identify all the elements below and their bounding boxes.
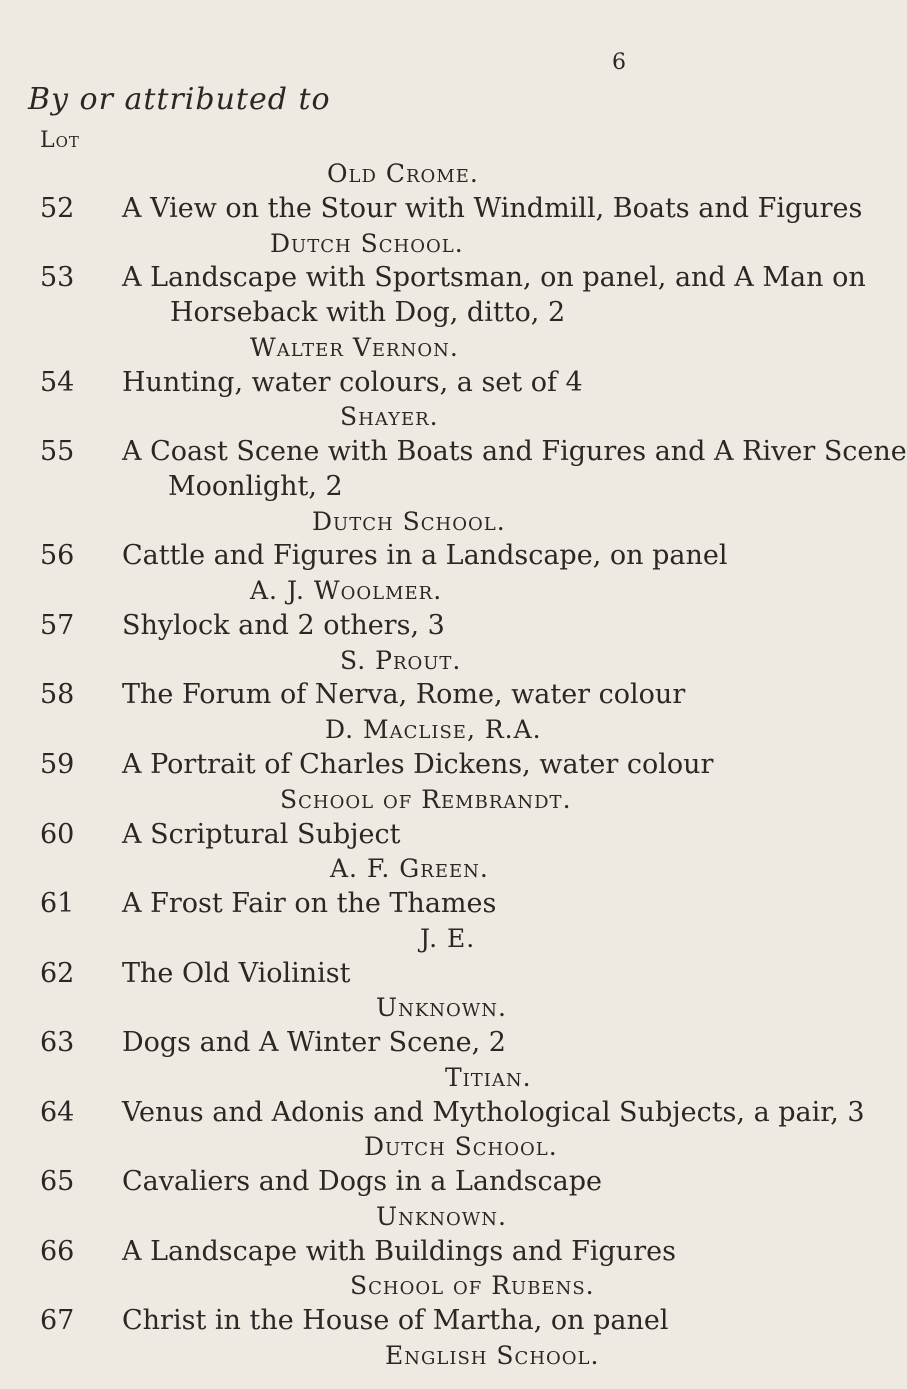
lot-title: Hunting, water colours, a set of 4	[122, 366, 583, 398]
artist-attribution: School of Rembrandt.	[280, 784, 572, 814]
lot-title: The Forum of Nerva, Rome, water colour	[122, 679, 686, 711]
lot-title: A View on the Stour with Windmill, Boats and Figures	[122, 192, 863, 224]
lot-title: Cattle and Figures in a Landscape, on panel	[122, 540, 728, 572]
artist-attribution: Dutch School.	[270, 228, 464, 258]
lot-number: 64	[40, 1096, 75, 1128]
artist-attribution: Walter Vernon.	[250, 332, 459, 362]
lot-title: A Landscape with Sportsman, on panel, and A Man on	[122, 262, 866, 294]
lot-title: Shylock and 2 others, 3	[122, 609, 445, 641]
lot-number: 67	[40, 1305, 75, 1337]
lot-number: 53	[40, 262, 75, 294]
lot-title: The Old Violinist	[122, 957, 351, 989]
lot-number: 52	[40, 192, 75, 224]
lot-title: A Scriptural Subject	[122, 818, 401, 850]
page-number: 6	[612, 50, 626, 75]
lot-title: Cavaliers and Dogs in a Landscape	[122, 1166, 603, 1198]
lot-number: 59	[40, 749, 75, 780]
lot-number: 55	[40, 436, 75, 468]
artist-attribution: D. Maclise, R.A.	[325, 715, 542, 745]
lot-title: A Frost Fair on the Thames	[122, 888, 497, 920]
lot-title: Horseback with Dog, ditto, 2	[170, 297, 566, 329]
artist-attribution: Shayer.	[340, 402, 439, 432]
lot-number: 66	[40, 1235, 75, 1267]
artist-attribution: J. E.	[420, 923, 476, 953]
artist-attribution: Dutch School.	[364, 1132, 558, 1162]
artist-attribution: A. F. Green.	[330, 854, 489, 884]
lot-title: Dogs and A Winter Scene, 2	[122, 1027, 506, 1059]
lot-number: 54	[40, 366, 75, 398]
artist-attribution: Old Crome.	[327, 159, 479, 188]
artist-attribution: A. J. Woolmer.	[250, 576, 443, 606]
section-heading: By or attributed to	[28, 82, 331, 117]
lot-number: 61	[40, 888, 75, 920]
lot-number: 56	[40, 540, 75, 572]
lot-number: 62	[40, 957, 75, 989]
artist-attribution: Unknown.	[376, 993, 507, 1023]
artist-attribution: S. Prout.	[340, 645, 462, 675]
artist-attribution: Unknown.	[376, 1201, 507, 1231]
artist-attribution: Titian.	[445, 1062, 532, 1092]
lot-number: 65	[40, 1166, 75, 1198]
artist-attribution: School of Rubens.	[350, 1271, 595, 1301]
lot-title: Christ in the House of Martha, on panel	[122, 1305, 669, 1337]
lot-title: Moonlight, 2	[168, 470, 343, 502]
lot-number: 63	[40, 1027, 75, 1059]
artist-attribution: Dutch School.	[312, 506, 506, 536]
lot-number: 60	[40, 818, 75, 850]
lot-title: A Portrait of Charles Dickens, water colour	[122, 749, 714, 780]
artist-attribution: English School.	[385, 1341, 600, 1370]
lot-number: 57	[40, 609, 75, 641]
lot-number: 58	[40, 679, 75, 711]
lot-title: A Landscape with Buildings and Figures	[122, 1235, 676, 1267]
lot-title: A Coast Scene with Boats and Figures and A River Scene	[122, 436, 907, 468]
lot-title: Venus and Adonis and Mythological Subjects, a pair, 3	[122, 1096, 865, 1128]
lot-column-label: Lot	[40, 128, 80, 153]
